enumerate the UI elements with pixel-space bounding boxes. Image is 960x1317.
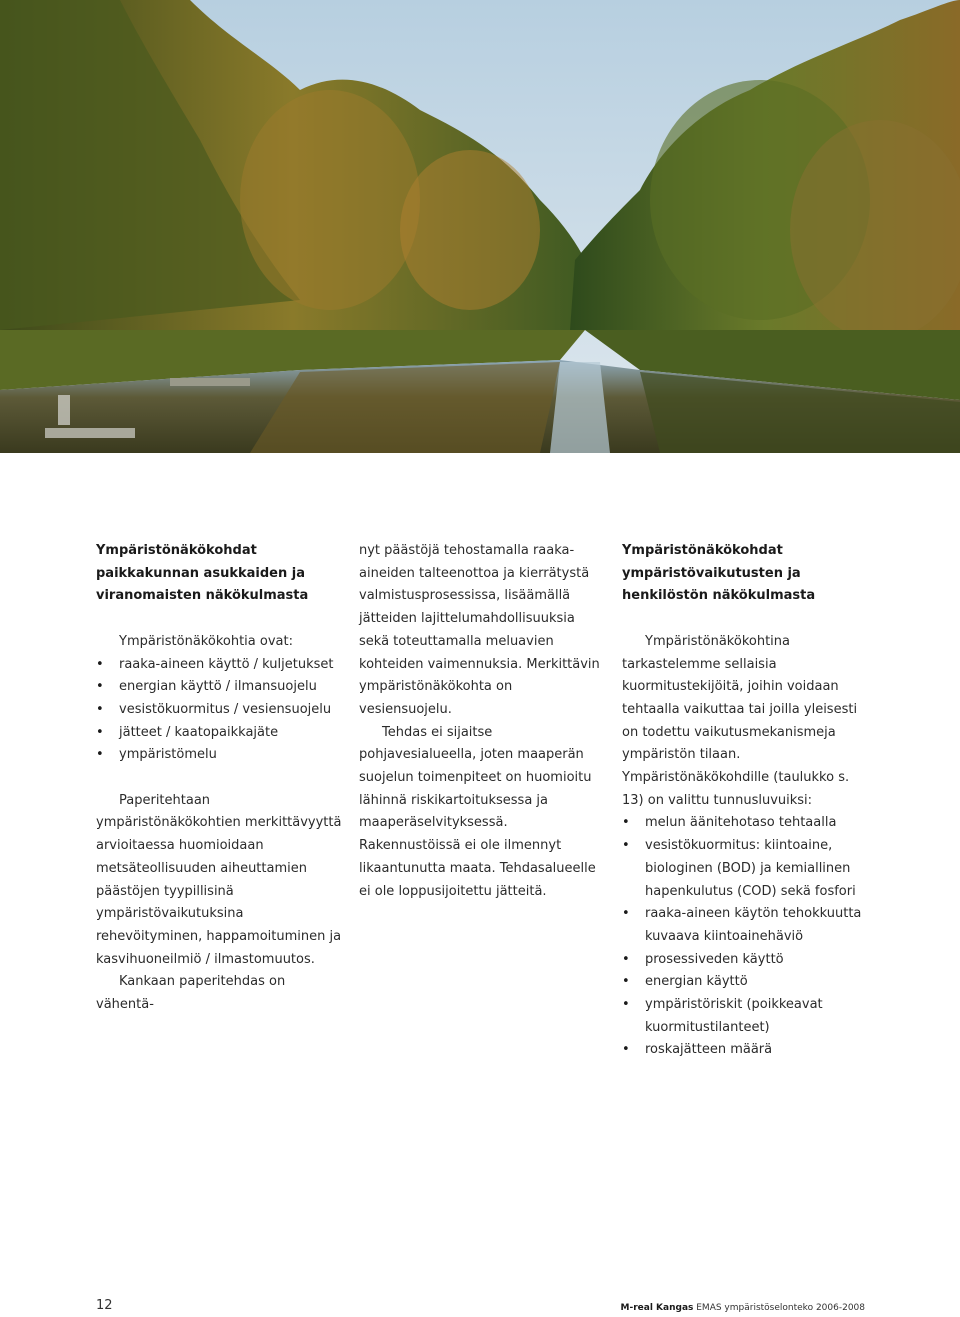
paragraph: nyt päästöjä tehostamalla raaka-aineiden talteenottoa ja kierrätystä valmistusprosessissa, lisäämällä jätteiden lajittelumahdollisuuksia sekä toteuttamalla meluavien kohteiden vaimennuksia. Merkittävin ympäristönäkökohta on vesiensuojelu. [359, 543, 600, 717]
document-title: EMAS ympäristöselonteko 2006-2008 [696, 1303, 865, 1313]
list-item: • raaka-aineen käyttö / kuljetukset [96, 654, 346, 677]
list-item: • vesistökuormitus / vesiensuojelu [96, 699, 346, 722]
section-heading: Ympäristönäkökohdat ympäristövaikutusten ja henkilöstön näkökulmasta [622, 543, 816, 604]
section-heading: Ympäristönäkökohdat paikkakunnan asukkaiden ja viranomaisten näkökulmasta [96, 543, 309, 604]
footer-title [621, 1303, 865, 1313]
list-item: • raaka-aineen käytön tehokkuutta kuvaava kiintoainehäviö [622, 903, 867, 948]
list-item: • prosessiveden käyttö [622, 949, 867, 972]
list-item: • ympäristöriskit (poikkeavat kuormitustilanteet) [622, 994, 867, 1039]
paragraph: Tehdas ei sijaitse pohjavesialueella, joten maaperän suojelun toimenpiteet on huomioitu lähinnä riskikartoituksessa ja maaperäselvityksessä. Rakennustöissä ei ole ilmennyt likaantunutta maata. Tehdasalueelle ei ole loppusijoitettu jätteitä. [359, 724, 596, 899]
landscape-photo [0, 0, 960, 453]
list-item: • melun äänitehotaso tehtaalla [622, 812, 867, 835]
column-left [96, 540, 346, 1017]
aspects-list [96, 654, 346, 768]
column-right [622, 540, 867, 1062]
brand-name: M-real Kangas [620, 1303, 694, 1313]
list-item: • vesistökuormitus: kiintoaine, biologinen (BOD) ja kemiallinen hapenkulutus (COD) sekä fosfori [622, 835, 867, 903]
page-number: 12 [96, 1298, 113, 1313]
column-middle [359, 540, 604, 903]
paragraph: Ympäristönäkökohtina tarkastelemme sellaisia kuormitustekijöitä, joihin voidaan tehtaalla vaikuttaa tai joilla yleisesti on todettu vaikutusmekanismeja ympäristön tilaan. Ympäristönäkökohdille (taulukko s. 13) on valittu tunnusluvuiksi: [622, 633, 858, 808]
paragraph: Paperitehtaan ympäristönäkökohtien merkittävyyttä arvioitaessa huomioidaan metsäteollisuuden aiheuttamien päästöjen tyypillisinä ympäristövaikutuksina rehevöityminen, happamoituminen ja kasvihuoneilmiö / ilmastomuutos. [96, 792, 342, 967]
list-item: • roskajätteen määrä [622, 1039, 867, 1062]
indicators-list [622, 812, 867, 1062]
list-item: • energian käyttö / ilmansuojelu [96, 676, 346, 699]
paragraph: Kankaan paperitehdas on vähentä- [96, 974, 286, 1013]
list-item: • jätteet / kaatopaikkajäte [96, 722, 346, 745]
list-item: • energian käyttö [622, 971, 867, 994]
list-item: • ympäristömelu [96, 744, 346, 767]
intro-text: Ympäristönäkökohtia ovat: [119, 633, 293, 649]
